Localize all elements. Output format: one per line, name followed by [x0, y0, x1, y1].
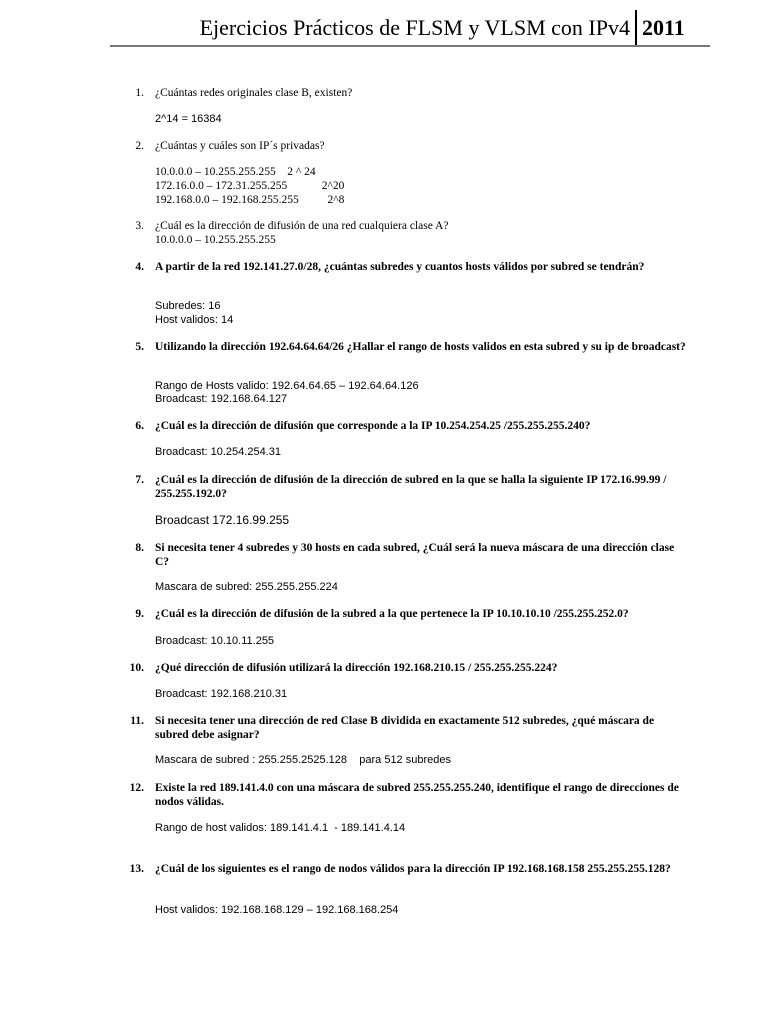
question-text: ¿Cuál es la dirección de difusión de la dirección de subred en la que se halla la siguiente IP 172.16.99.99 / 255.255.192.0? [155, 474, 667, 500]
question-number: 7. [135, 474, 144, 486]
answer-line: Broadcast: 10.254.254.31 [155, 446, 281, 458]
answer-line: 10.0.0.0 – 10.255.255.255 2 ^ 24 [155, 166, 316, 178]
question-text: ¿Cuál es la dirección de difusión que corresponde a la IP 10.254.254.25 /255.255.255.240? [155, 420, 591, 432]
answer-line: Broadcast 172.16.99.255 [155, 513, 290, 527]
question-number: 13. [129, 863, 144, 875]
question-text: Utilizando la dirección 192.64.64.64/26 ¿Hallar el rango de hosts validos en esta subred y su ip de broadcast? [155, 341, 686, 353]
question-text: Si necesita tener 4 subredes y 30 hosts en cada subred, ¿Cuál será la nueva máscara de una dirección clase C? [155, 542, 675, 568]
question-text: Si necesita tener una dirección de red Clase B dividida en exactamente 512 subredes, ¿qué máscara de subred debe asignar? [155, 715, 655, 741]
answer-line: Rango de Hosts valido: 192.64.64.65 – 192.64.64.126 [155, 380, 419, 392]
answer-line: Broadcast: 192.168.64.127 [155, 393, 288, 405]
answer-line: Host validos: 14 [155, 314, 234, 326]
question-text: ¿Cuántas y cuáles son IP´s privadas? [155, 140, 325, 152]
answer-line: Mascara de subred : 255.255.2525.128 para 512 subredes [155, 754, 451, 766]
question-number: 12. [129, 782, 144, 794]
answer-line: 10.0.0.0 – 10.255.255.255 [155, 234, 276, 246]
question-text: ¿Cuál es la dirección de difusión de la subred a la que pertenece la IP 10.10.10.10 /255.255.252.0? [155, 608, 629, 620]
answer-line: Mascara de subred: 255.255.255.224 [155, 581, 338, 593]
question-number: 3. [135, 220, 144, 232]
answer-line: Rango de host validos: 189.141.4.1 - 189.141.4.14 [155, 822, 406, 834]
question-number: 4. [135, 261, 144, 273]
answer-line: 2^14 = 16384 [155, 113, 222, 125]
answer-line: Subredes: 16 [155, 300, 221, 312]
question-text: Existe la red 189.141.4.0 con una máscara de subred 255.255.255.240, identifique el rango de direcciones de nodos válidas. [155, 782, 679, 808]
question-number: 10. [129, 662, 144, 674]
header-divider [635, 10, 637, 46]
document-year: 2011 [642, 15, 685, 40]
header-rule [110, 45, 710, 47]
question-number: 6. [135, 420, 144, 432]
question-number: 2. [135, 140, 144, 152]
question-number: 11. [130, 715, 144, 727]
question-text: A partir de la red 192.141.27.0/28, ¿cuántas subredes y cuantos hosts válidos por subred se tendrán? [155, 261, 645, 273]
document-title: Ejercicios Prácticos de FLSM y VLSM con IPv4 [199, 15, 630, 40]
question-number: 9. [135, 608, 144, 620]
answer-line: Broadcast: 10.10.11.255 [155, 635, 275, 647]
question-number: 1. [135, 87, 144, 99]
answer-line: 192.168.0.0 – 192.168.255.255 2^8 [155, 194, 345, 206]
question-text: ¿Cuántas redes originales clase B, existen? [155, 87, 353, 99]
question-number: 5. [135, 341, 144, 353]
answer-line: Host validos: 192.168.168.129 – 192.168.168.254 [155, 904, 399, 916]
question-text: ¿Cuál es la dirección de difusión de una red cualquiera clase A? [155, 220, 449, 232]
answer-line: Broadcast: 192.168.210.31 [155, 688, 288, 700]
question-number: 8. [135, 542, 144, 554]
answer-line: 172.16.0.0 – 172.31.255.255 2^20 [155, 180, 345, 192]
question-text: ¿Cuál de los siguientes es el rango de nodos válidos para la dirección IP 192.168.168.158 255.255.255.128? [155, 863, 671, 875]
page-header [110, 10, 710, 46]
question-text: ¿Qué dirección de difusión utilizará la dirección 192.168.210.15 / 255.255.255.224? [155, 662, 558, 674]
